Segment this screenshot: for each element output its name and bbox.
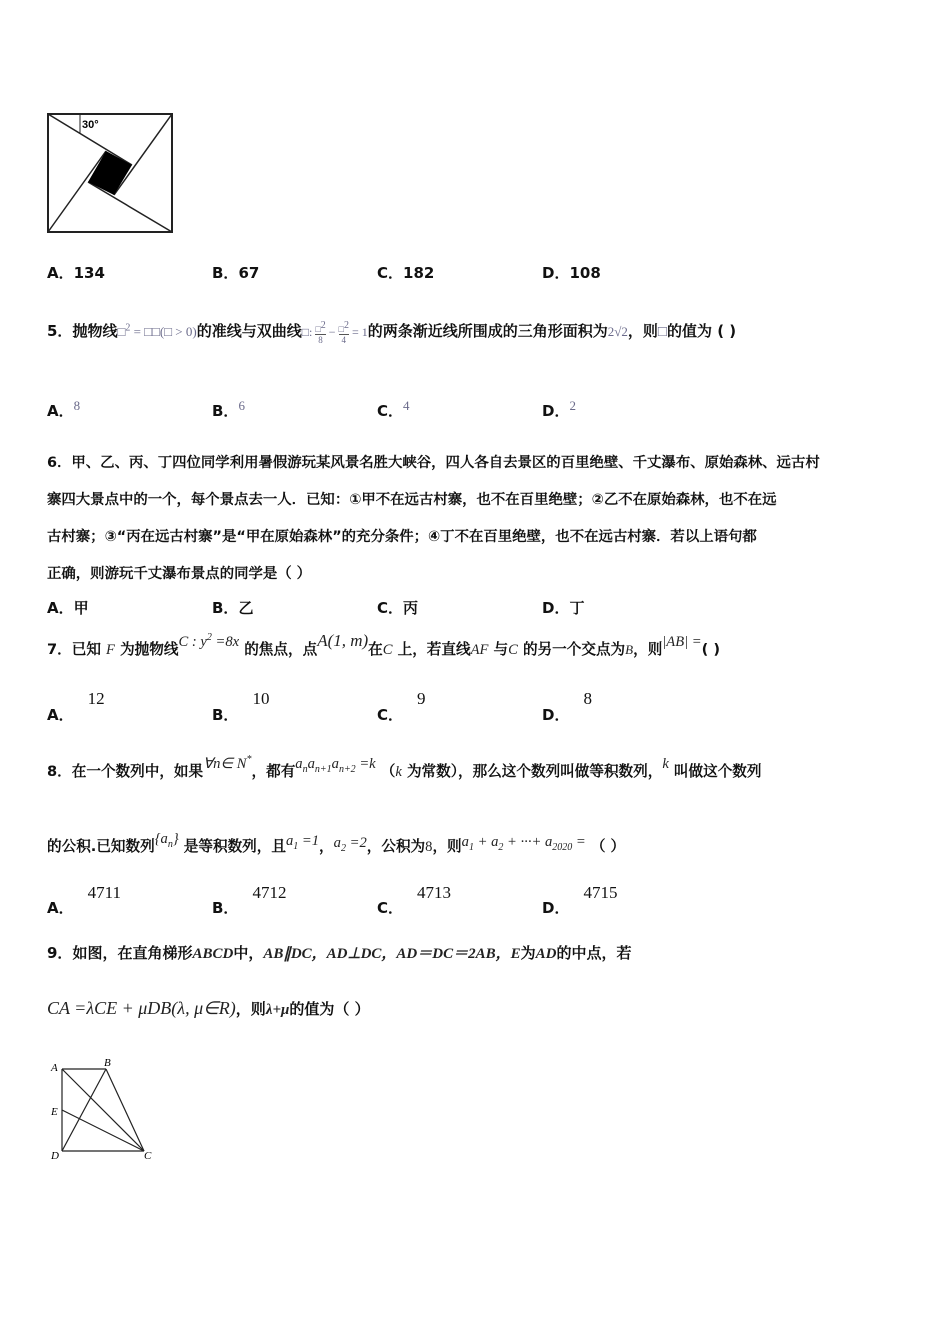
q7-option-c[interactable]: C．9 (377, 689, 426, 724)
q6-option-b[interactable]: B．乙 (212, 599, 254, 617)
q5-option-b[interactable]: B．$^6$ (212, 398, 245, 420)
q7-stem: 7．已知 F 为抛物线C : $y^2 =8x$ 的焦点，点A(1, m)在C 上，若直线AF 与C 的另一个交点为B，则|AB| =( ) (47, 631, 721, 658)
square-pinwheel-figure (44, 110, 176, 238)
q8-stem-line1: 8．在一个数列中，如果∀n∈ N*，都有$a_na_{n+1}a_{n+2} =k$ （k 为常数），那么这个数列叫做等积数列，k 叫做这个数列 (47, 754, 762, 780)
q6-line1: 6．甲、乙、丙、丁四位同学利用暑假游玩某风景名胜大峡谷，四人各自去景区的百里绝壁、千丈瀑布、原始森林、远古村 (47, 455, 820, 471)
q6-option-a[interactable]: A．甲 (47, 599, 89, 617)
q6-line4: 正确，则游玩千丈瀑布景点的同学是（ ） (47, 566, 312, 582)
label-d: D (51, 1150, 59, 1162)
q8-option-a[interactable]: A．4711 (47, 883, 121, 917)
q5-stem: 5．抛物线□$^2$ = □□(□ > 0)的准线与双曲线□: $\frac{□^2}{8}$ − $\frac{□^2}{4}$ = 1的两条渐近线所围成的三角形面积为2√2，则□的值为 ( ) (47, 320, 737, 346)
q6-option-d[interactable]: D．丁 (542, 599, 585, 617)
q8-stem-line2: 的公积.已知数列$\{a_n\}$ 是等积数列，且$a_1 =1$，$a_2 =2$，公积为8，则$a_1 + a_2$ + ···+ $a_{2020}$ = （ ） (47, 831, 626, 855)
q7-option-b[interactable]: B．10 (212, 689, 270, 724)
q6-option-c[interactable]: C．丙 (377, 599, 419, 617)
angle-label: 30° (82, 119, 99, 131)
q4-option-a[interactable]: A．134 (47, 264, 105, 282)
label-e: E (51, 1106, 58, 1118)
label-a: A (51, 1062, 58, 1074)
q6-line3: 古村寨；③“丙在远古村寨”是“甲在原始森林”的充分条件；④丁不在百里绝壁，也不在远古村寨．若以上语句都 (47, 529, 757, 545)
q9-stem-line2: CA =λCE + μDB(λ, μ∈R)，则λ+μ的值为（ ） (47, 998, 370, 1018)
q7-option-a[interactable]: A．12 (47, 689, 105, 724)
q8-option-b[interactable]: B．4712 (212, 883, 287, 917)
q5-option-d[interactable]: D．$^2$ (542, 398, 576, 420)
q4-option-b[interactable]: B．67 (212, 264, 260, 282)
q7-option-d[interactable]: D．8 (542, 689, 592, 724)
q5-option-a[interactable]: A．$^8$ (47, 398, 81, 420)
q5-option-c[interactable]: C．$^4$ (377, 398, 410, 420)
q8-option-c[interactable]: C．4713 (377, 883, 452, 917)
label-c: C (144, 1150, 152, 1162)
q6-line2: 寨四大景点中的一个，每个景点去一人．已知：①甲不在远古村寨，也不在百里绝壁；②乙不在原始森林，也不在远 (47, 492, 777, 508)
q4-option-d[interactable]: D．108 (542, 264, 601, 282)
q9-stem-line1: 9．如图，在直角梯形ABCD中，AB∥DC，AD⊥DC，AD＝DC＝2AB，E为AD的中点，若 (47, 944, 632, 962)
q8-option-d[interactable]: D．4715 (542, 883, 618, 917)
trapezoid-figure (44, 1055, 164, 1165)
q4-option-c[interactable]: C．182 (377, 264, 435, 282)
label-b: B (104, 1057, 111, 1069)
